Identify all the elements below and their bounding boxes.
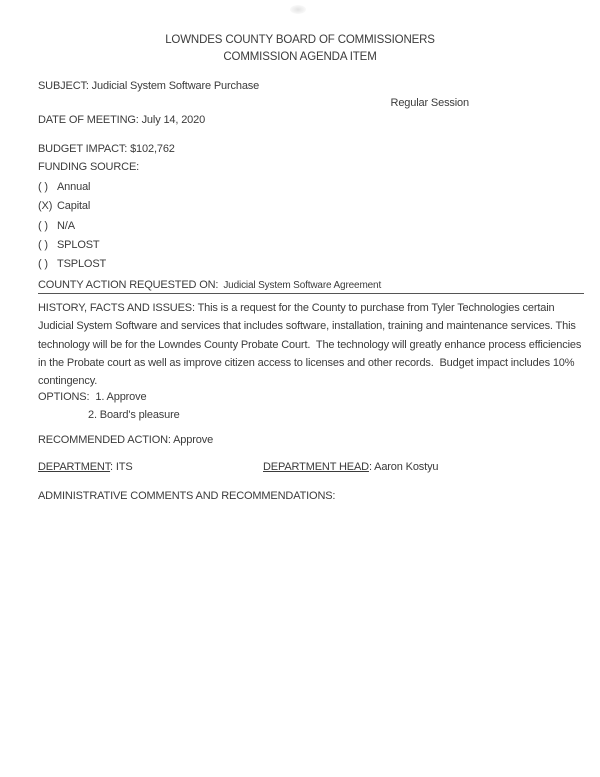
funding-option-na	[38, 217, 106, 236]
department-value: : ITS	[110, 461, 133, 473]
funding-option-splost	[38, 236, 106, 255]
history-text: This is a request for the County to purchase from Tyler Technologies certain Judicial System Software and services that includes software, installation, training and maintenance services. This technology will be for the Lowndes County Probate Court. The technology will greatly enhance process efficiencies in the Probate court as well as improve citizen access to licenses and other records. Budget impact includes 10% contingency.	[38, 302, 585, 388]
department-head-value: : Aaron Kostyu	[368, 461, 439, 473]
checkbox-tsplost: ( )	[38, 258, 48, 271]
meeting-date-line: DATE OF MEETING: July 14, 2020	[38, 114, 206, 126]
county-action-line	[38, 279, 584, 294]
funding-option-label: N/A	[57, 219, 75, 232]
county-action-value: Judicial System Software Agreement	[223, 280, 382, 291]
history-paragraph	[38, 299, 584, 390]
department-label: DEPARTMENT	[38, 461, 111, 473]
budget-impact-line: BUDGET IMPACT: $102,762	[38, 143, 175, 155]
admin-comments-line: ADMINISTRATIVE COMMENTS AND RECOMMENDATIONS:	[38, 490, 336, 502]
doc-title-line2: COMMISSION AGENDA ITEM	[223, 51, 377, 63]
funding-option-label: Capital	[57, 200, 91, 213]
funding-options-list	[38, 178, 106, 274]
department-line	[38, 461, 133, 473]
funding-option-label: SPLOST	[57, 238, 100, 251]
funding-option-tsplost	[38, 255, 106, 274]
history-label: HISTORY, FACTS AND ISSUES:	[38, 302, 198, 314]
department-head-line	[263, 461, 438, 473]
recommended-action-line: RECOMMENDED ACTION: Approve	[38, 434, 214, 446]
options-line	[38, 391, 146, 403]
funding-source-label: FUNDING SOURCE:	[38, 161, 140, 173]
option-item-1: 1. Approve	[95, 391, 147, 403]
scan-artifact	[290, 5, 306, 14]
funding-option-label: TSPLOST	[57, 258, 107, 271]
option-item-2: 2. Board's pleasure	[88, 409, 180, 421]
subject-line: SUBJECT: Judicial System Software Purchase	[38, 80, 260, 92]
funding-option-label: Annual	[57, 181, 91, 193]
department-head-label: DEPARTMENT HEAD	[263, 461, 369, 473]
funding-option-annual	[38, 178, 106, 197]
options-label: OPTIONS:	[38, 391, 90, 403]
doc-title-line1: LOWNDES COUNTY BOARD OF COMMISSIONERS	[165, 34, 435, 46]
funding-option-capital	[38, 197, 106, 216]
session-type-label: Regular Session	[390, 97, 469, 109]
checkbox-na: ( )	[38, 219, 48, 232]
checkbox-capital-checked: (X)	[38, 200, 53, 213]
checkbox-annual: ( )	[38, 181, 48, 193]
checkbox-splost: ( )	[38, 238, 48, 251]
county-action-label: COUNTY ACTION REQUESTED ON:	[38, 279, 219, 291]
